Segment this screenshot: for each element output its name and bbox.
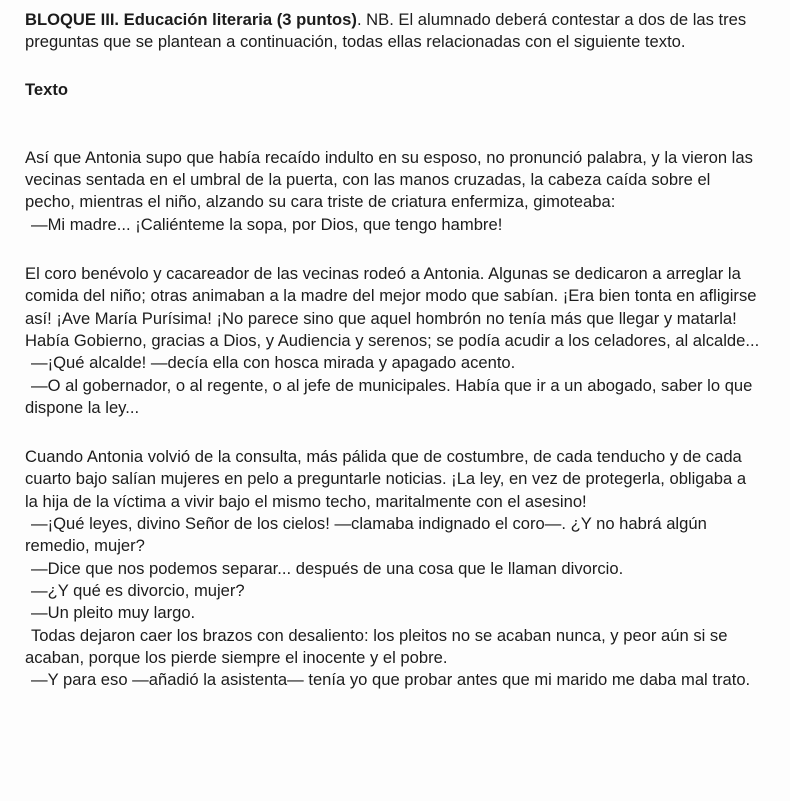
dialogue-line: —Dice que nos podemos separar... después de una cosa que le llaman divorcio. (31, 558, 624, 578)
narrative-line: Cuando Antonia volvió de la consulta, más pálida que de costumbre, de cada tenducho y de cada cuarto bajo salían mujeres en pelo a preguntarle noticias. ¡La ley, en vez de protegerla, obligaba a la hija de la víctima a vivir bajo el mismo techo, maritalmente con el asesino! (25, 447, 747, 511)
dialogue-line: —¡Qué leyes, divino Señor de los cielos! —clamaba indignado el coro—. ¿Y no habrá algún remedio, mujer? (25, 514, 707, 556)
narrative-line: Todas dejaron caer los brazos con desaliento: los pleitos no se acaban nunca, y peor aún si se acaban, porque los pierde siempre el inocente y el pobre. (25, 625, 728, 667)
paragraph-3 (25, 446, 762, 691)
dialogue-line: —Y para eso —añadió la asistenta— tenía yo que probar antes que mi marido me daba mal trato. (31, 670, 751, 690)
narrative-line: El coro benévolo y cacareador de las vecinas rodeó a Antonia. Algunas se dedicaron a arreglar la comida del niño; otras animaban a la madre del mejor modo que sabían. ¡Era bien tonta en afligirse así! ¡Ave María Purísima! ¡No parece sino que aquel hombrón no tenía más que llegar y matarla! Había Gobierno, gracias a Dios, y Audiencia y serenos; se podía acudir a los celadores, al alcalde... (25, 264, 760, 350)
narrative-line: Así que Antonia supo que había recaído indulto en su esposo, no pronunció palabra, y la vieron las vecinas sentada en el umbral de la puerta, con las manos cruzadas, la cabeza caída sobre el pecho, mientras el niño, alzando su cara triste de criatura enfermiza, gimoteaba: (25, 147, 753, 212)
dialogue-line: —O al gobernador, o al regente, o al jefe de municipales. Había que ir a un abogado, saber lo que dispone la ley... (25, 375, 753, 417)
dialogue-line: —Mi madre... ¡Caliénteme la sopa, por Dios, que tengo hambre! (31, 214, 503, 234)
paragraph-2 (25, 263, 762, 419)
dialogue-line: —¡Qué alcalde! —decía ella con hosca mirada y apagado acento. (31, 353, 516, 373)
instructions-text: . NB. El alumnado deberá contestar a dos de las tres preguntas que se plantean a continuación, todas ellas relacionadas con el siguiente texto. (25, 10, 747, 52)
dialogue-line: —¿Y qué es divorcio, mujer? (31, 580, 245, 600)
dialogue-line: —Un pleito muy largo. (31, 603, 196, 623)
block-heading: BLOQUE III. Educación literaria (3 puntos) (25, 10, 357, 29)
section-label-texto: Texto (25, 79, 69, 99)
paragraph-1 (25, 147, 762, 236)
exam-instructions (25, 9, 762, 54)
